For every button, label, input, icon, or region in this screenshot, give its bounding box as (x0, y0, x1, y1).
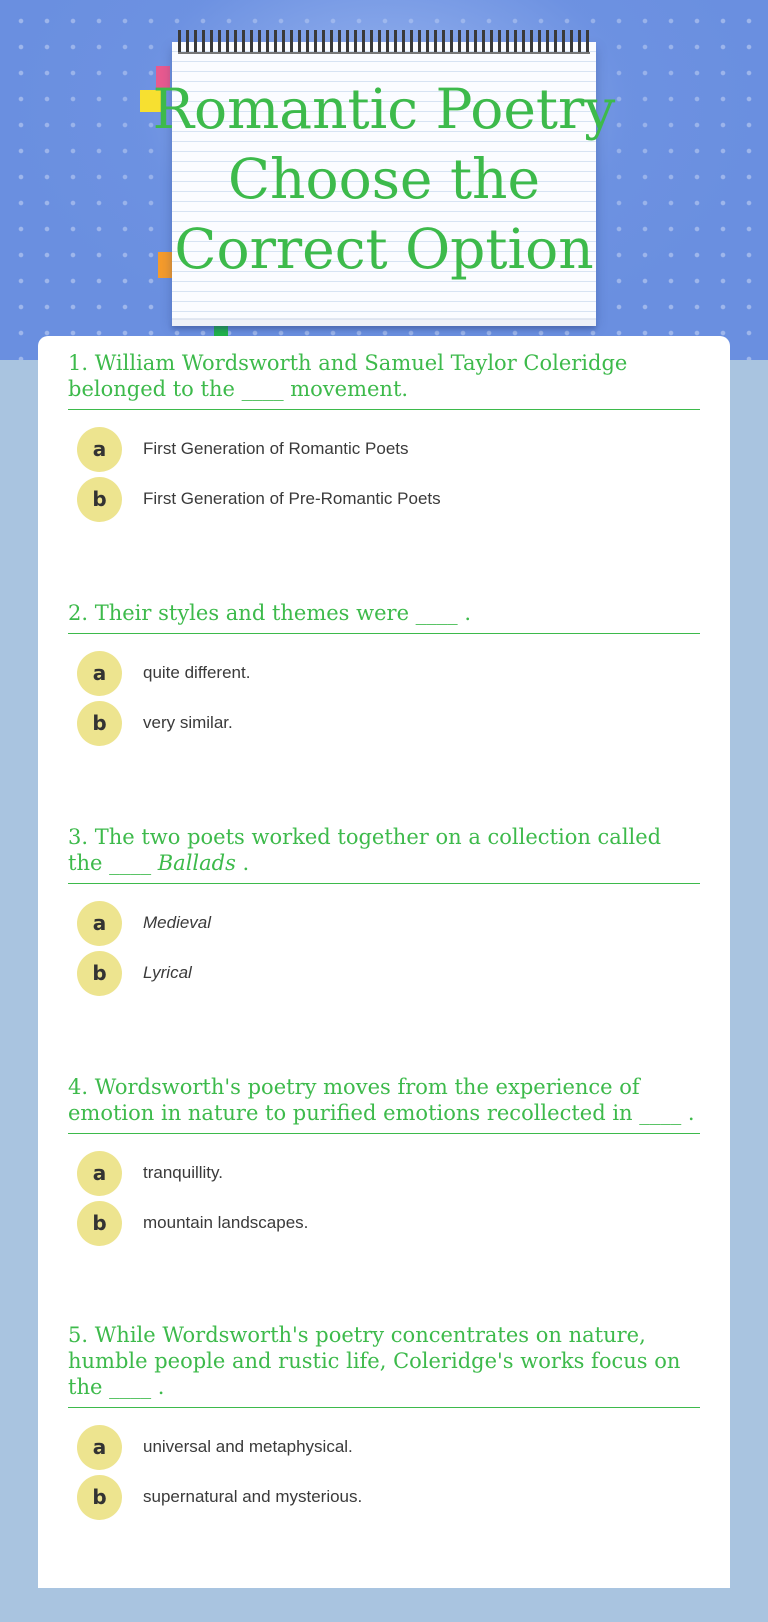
question-1-options (68, 424, 700, 524)
question-1 (68, 350, 700, 524)
worksheet-card (38, 336, 730, 1588)
question-2-text: 2. Their styles and themes were ____ . (68, 600, 700, 634)
question-4-text: 4. Wordsworth's poetry moves from the experience of emotion in nature to purified emotions recollected in ____ . (68, 1074, 700, 1134)
option-letter-b: b (77, 1475, 122, 1520)
question-3-option-a[interactable] (68, 898, 700, 948)
question-2-option-a[interactable] (68, 648, 700, 698)
question-3-options (68, 898, 700, 998)
question-3-option-b[interactable] (68, 948, 700, 998)
option-text: Lyrical (143, 963, 192, 982)
question-1-option-b[interactable] (68, 474, 700, 524)
question-3 (68, 824, 700, 998)
option-letter-b: b (77, 951, 122, 996)
title-line-3: Correct Option (174, 217, 594, 281)
question-4 (68, 1074, 700, 1248)
question-4-option-b[interactable] (68, 1198, 700, 1248)
question-4-option-a[interactable] (68, 1148, 700, 1198)
question-5-option-a[interactable] (68, 1422, 700, 1472)
question-2-options (68, 648, 700, 748)
option-text: universal and metaphysical. (143, 1437, 353, 1456)
title-line-2: Choose the (227, 147, 541, 211)
option-text: First Generation of Romantic Poets (143, 439, 409, 458)
option-letter-a: a (77, 1425, 122, 1470)
question-3-text-italic: Ballads (157, 851, 236, 875)
option-text: very similar. (143, 713, 233, 732)
question-5-text: 5. While Wordsworth's poetry concentrates on nature, humble people and rustic life, Coleridge's works focus on the ____ . (68, 1322, 700, 1408)
option-letter-a: a (77, 427, 122, 472)
page-title (130, 74, 638, 284)
option-letter-b: b (77, 1201, 122, 1246)
option-text: mountain landscapes. (143, 1213, 309, 1232)
question-3-text (68, 824, 700, 884)
option-text: supernatural and mysterious. (143, 1487, 363, 1506)
question-3-text-end: . (235, 851, 250, 875)
option-letter-a: a (77, 651, 122, 696)
option-text: tranquillity. (143, 1163, 223, 1182)
question-1-option-a[interactable] (68, 424, 700, 474)
question-3-text-start: 3. The two poets worked together on a collection called the ____ (68, 825, 662, 875)
title-line-1: Romantic Poetry (152, 77, 616, 141)
option-text: quite different. (143, 663, 251, 682)
notepad-spiral-binding (178, 30, 590, 54)
option-letter-a: a (77, 1151, 122, 1196)
option-text: Medieval (143, 913, 212, 932)
question-4-options (68, 1148, 700, 1248)
question-1-text: 1. William Wordsworth and Samuel Taylor Coleridge belonged to the ____ movement. (68, 350, 700, 410)
question-2 (68, 600, 700, 748)
option-letter-b: b (77, 477, 122, 522)
option-letter-a: a (77, 901, 122, 946)
question-5-option-b[interactable] (68, 1472, 700, 1522)
question-5-options (68, 1422, 700, 1522)
question-5 (68, 1322, 700, 1522)
option-text: First Generation of Pre-Romantic Poets (143, 489, 441, 508)
question-2-option-b[interactable] (68, 698, 700, 748)
option-letter-b: b (77, 701, 122, 746)
